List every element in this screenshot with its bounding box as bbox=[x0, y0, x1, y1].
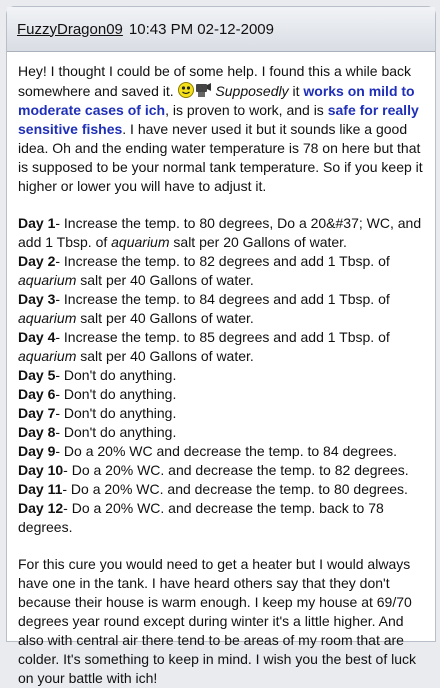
day-label: Day 7 bbox=[18, 405, 56, 421]
day-label: Day 3 bbox=[18, 291, 56, 307]
day-label: Day 1 bbox=[18, 215, 56, 231]
day-emphasis: aquarium bbox=[18, 310, 77, 326]
day-emphasis: aquarium bbox=[18, 348, 77, 364]
day-text: - Don't do anything. bbox=[55, 367, 177, 383]
day-label: Day 11 bbox=[18, 481, 63, 497]
day-item bbox=[18, 442, 424, 461]
day-label: Day 10 bbox=[18, 462, 64, 478]
day-text: - Increase the temp. to 84 degrees and add 1 Tbsp. of bbox=[55, 291, 390, 307]
day-emphasis: aquarium bbox=[18, 272, 77, 288]
intro-text-2: it bbox=[288, 83, 304, 99]
day-label: Day 8 bbox=[18, 424, 56, 440]
day-item bbox=[18, 366, 424, 385]
day-label: Day 4 bbox=[18, 329, 56, 345]
day-text: - Don't do anything. bbox=[55, 386, 177, 402]
day-text: - Increase the temp. to 85 degrees and add 1 Tbsp. of bbox=[55, 329, 390, 345]
post-timestamp: 10:43 PM 02-12-2009 bbox=[128, 20, 274, 38]
intro-highlight-2: safe for really sensitive fishes bbox=[18, 102, 419, 137]
day-label: Day 12 bbox=[18, 500, 64, 516]
day-text: - Do a 20% WC. and decrease the temp. to 82 degrees. bbox=[63, 462, 409, 478]
day-label: Day 5 bbox=[18, 367, 56, 383]
day-list bbox=[18, 214, 424, 537]
day-text: - Don't do anything. bbox=[55, 424, 177, 440]
intro-text-3: , is proven to work, and is bbox=[165, 102, 328, 118]
post-body bbox=[7, 52, 435, 688]
intro-highlight-1: works on mild to moderate cases of ich bbox=[18, 83, 415, 118]
day-text: - Do a 20% WC and decrease the temp. to 84 degrees. bbox=[55, 443, 397, 459]
day-emphasis: aquarium bbox=[111, 234, 170, 250]
day-text: - Increase the temp. to 80 degrees, Do a 20&#37; WC, and add 1 Tbsp. of bbox=[18, 215, 422, 250]
day-text: - Do a 20% WC. and decrease the temp. back to 78 degrees. bbox=[18, 500, 384, 535]
day-item bbox=[18, 461, 424, 480]
day-text-end: salt per 40 Gallons of water. bbox=[76, 272, 254, 288]
intro-supposedly: Supposedly bbox=[215, 83, 289, 99]
day-item bbox=[18, 385, 424, 404]
intro-paragraph bbox=[18, 62, 424, 196]
day-label: Day 2 bbox=[18, 253, 56, 269]
day-text-end: salt per 20 Gallons of water. bbox=[169, 234, 347, 250]
day-text-end: salt per 40 Gallons of water. bbox=[76, 348, 254, 364]
reading-smiley-icon bbox=[178, 81, 212, 99]
day-text-end: salt per 40 Gallons of water. bbox=[76, 310, 254, 326]
day-item bbox=[18, 423, 424, 442]
closing-paragraph: For this cure you would need to get a heater but I would always have one in the tank. I have heard others say that they don't because their house is warm enough. I keep my house at 69/70 degrees year round except during winter it's a little higher. And also with central air there tend to be areas of my room that are colder. It's something to keep in mind. I wish you the best of luck on your battle with ich! bbox=[18, 556, 416, 686]
forum-post bbox=[6, 6, 436, 686]
day-item bbox=[18, 252, 424, 290]
intro-text-1: Hey! I thought I could be of some help. I found this a while back somewhere and saved it. bbox=[18, 63, 412, 99]
day-item bbox=[18, 290, 424, 328]
day-item bbox=[18, 499, 424, 537]
day-text: - Increase the temp. to 82 degrees and add 1 Tbsp. of bbox=[55, 253, 390, 269]
day-text: - Don't do anything. bbox=[55, 405, 177, 421]
day-item bbox=[18, 214, 424, 252]
day-item bbox=[18, 480, 424, 499]
day-label: Day 9 bbox=[18, 443, 56, 459]
day-label: Day 6 bbox=[18, 386, 56, 402]
post-header bbox=[7, 7, 435, 52]
day-item bbox=[18, 328, 424, 366]
day-text: - Do a 20% WC. and decrease the temp. to 80 degrees. bbox=[62, 481, 408, 497]
day-item bbox=[18, 404, 424, 423]
intro-text-4: . I have never used it but it sounds like a good idea. Oh and the ending water temperature is 78 on here but that is supposed to be your normal tank temperature. So if you keep it higher or lower you will have to adjust it. bbox=[18, 121, 423, 194]
username-link[interactable]: FuzzyDragon09 bbox=[17, 20, 123, 38]
